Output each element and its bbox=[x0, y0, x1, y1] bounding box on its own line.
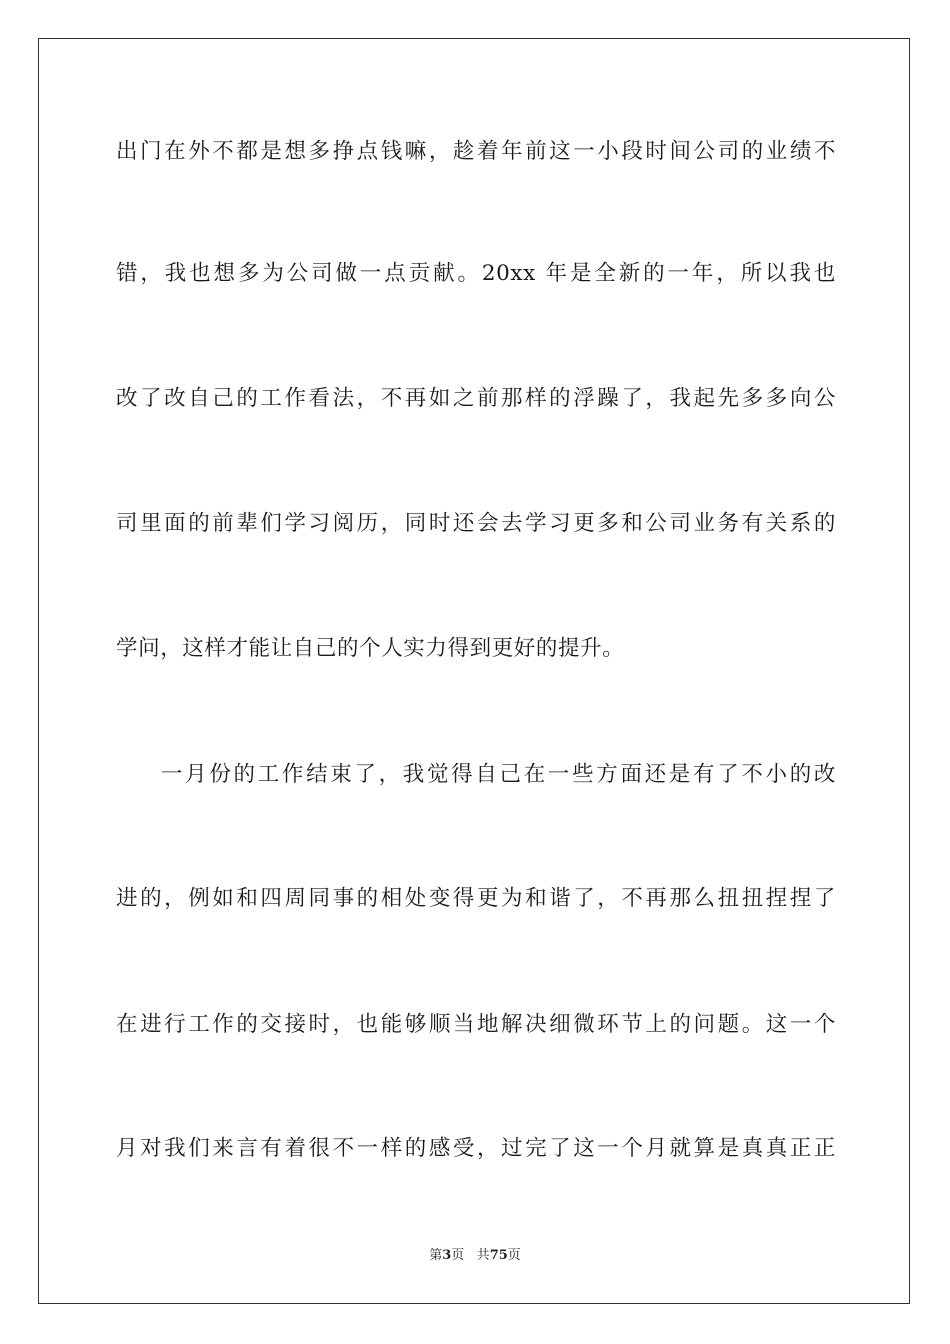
footer-page-number: 3 bbox=[442, 1248, 452, 1263]
text-line-2: 错，我也想多为公司做一点贡献。20xx 年是全新的一年，所以我也 bbox=[116, 261, 836, 286]
text-line-9: 月对我们来言有着很不一样的感受，过完了这一个月就算是真真正正 bbox=[116, 1136, 836, 1161]
text-line-3: 改了改自己的工作看法，不再如之前那样的浮躁了，我起先多多向公 bbox=[116, 386, 836, 411]
page-footer bbox=[0, 1244, 950, 1263]
footer-total-prefix: 共 bbox=[476, 1248, 490, 1263]
footer-page-suffix: 页 bbox=[451, 1248, 465, 1263]
text-line-7: 进的，例如和四周同事的相处变得更为和谐了，不再那么扭扭捏捏了 bbox=[116, 886, 836, 911]
footer-total-suffix: 页 bbox=[507, 1248, 521, 1263]
footer-page-prefix: 第 bbox=[429, 1248, 443, 1263]
text-line-4: 司里面的前辈们学习阅历，同时还会去学习更多和公司业务有关系的 bbox=[116, 511, 836, 536]
text-line-5: 学问，这样才能让自己的个人实力得到更好的提升。 bbox=[116, 636, 625, 661]
text-line-6-indented: 一月份的工作结束了，我觉得自己在一些方面还是有了不小的改 bbox=[161, 762, 836, 787]
page-border bbox=[38, 38, 910, 1304]
footer-total-number: 75 bbox=[489, 1248, 508, 1263]
text-line-1: 出门在外不都是想多挣点钱嘛，趁着年前这一小段时间公司的业绩不 bbox=[116, 139, 836, 164]
text-line-8: 在进行工作的交接时，也能够顺当地解决细微环节上的问题。这一个 bbox=[116, 1012, 836, 1037]
